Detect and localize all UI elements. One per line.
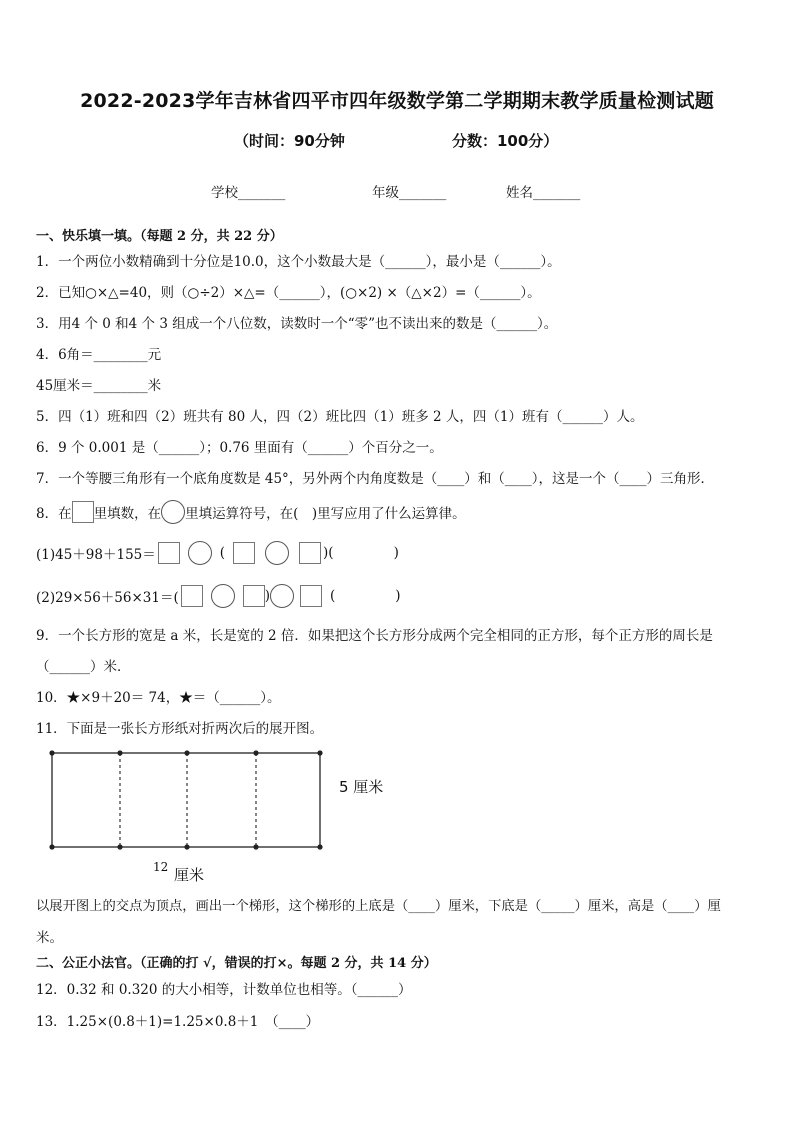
operator-circle[interactable]	[211, 584, 235, 608]
question-11-text: 以展开图上的交点为顶点，画出一个梯形，这个梯形的上底是（____）厘米，下底是（_____）厘米，高是（____）厘	[36, 899, 721, 914]
answer-box[interactable]	[243, 585, 265, 607]
unfolded-paper-diagram	[45, 745, 335, 855]
question-8-part1	[36, 541, 399, 565]
exam-score: 分数：100分）	[452, 132, 559, 150]
height-label: 5 厘米	[339, 778, 384, 796]
question-8-part2	[36, 584, 401, 608]
answer-box[interactable]	[181, 585, 203, 607]
question-12: 12．0.32 和 0.320 的大小相等，计数单位也相等。（______）	[36, 982, 412, 998]
question-9: 9．一个长方形的宽是 a 米，长是宽的 2 倍．如果把这个长方形分成两个完全相同的正方形，每个正方形的周长是	[36, 628, 713, 644]
q8-2-open: (	[330, 588, 336, 604]
q8-text-1: 8．在	[36, 506, 72, 522]
answer-box[interactable]	[299, 542, 321, 564]
question-1: 1．一个两位小数精确到十分位是10.0，这个小数最大是（______），最小是（______）。	[36, 254, 561, 270]
question-6: 6．9 个 0.001 是（______）；0.76 里面有（______）个百分之一。	[36, 440, 443, 456]
question-9-answer: （______）米．	[36, 659, 131, 675]
question-5: 5．四（1）班和四（2）班共有 80 人，四（2）班比四（1）班多 2 人，四（1）班有（______）人。	[36, 409, 644, 425]
rectangle-outline	[52, 753, 320, 847]
width-unit: 厘米	[174, 866, 205, 884]
operator-circle[interactable]	[188, 541, 212, 565]
q8-1-paren-close: )(	[323, 545, 334, 561]
grade-field[interactable]: 年级_______	[372, 185, 447, 201]
question-13: 13．1.25×(0.8＋1)=1.25×0.8＋1 （____）	[36, 1014, 320, 1030]
question-11-text-end: 米。	[36, 930, 63, 946]
question-7: 7．一个等腰三角形有一个底角度数是 45°，另外两个内角度数是（____）和（____），这是一个（____）三角形．	[36, 471, 715, 487]
q8-2-paren: )	[264, 588, 271, 604]
q8-1-expression: (1)45＋98＋155＝	[36, 547, 156, 563]
section2-heading: 二、公正小法官。（正确的打 √，错误的打×。每题 2 分，共 14 分）	[36, 956, 437, 971]
q8-text-3: 里填运算符号，在( )里写应用了什么运算律。	[185, 506, 466, 522]
operator-circle	[161, 500, 185, 524]
q8-1-end: )	[393, 545, 399, 561]
answer-box[interactable]	[300, 585, 322, 607]
intersection-points	[49, 750, 322, 849]
exam-title: 2022-2023学年吉林省四平市四年级数学第二学期期末教学质量检测试题	[80, 90, 714, 112]
operator-circle[interactable]	[270, 584, 294, 608]
question-11: 11．下面是一张长方形纸对折两次后的展开图。	[36, 721, 324, 737]
number-box	[72, 501, 94, 523]
name-field[interactable]: 姓名_______	[506, 185, 581, 201]
question-8	[36, 500, 466, 524]
question-2: 2．已知○×△=40，则（○÷2）×△=（______），(○×2) ×（△×2）=（______）。	[36, 285, 541, 301]
width-number: 12	[153, 860, 169, 874]
q8-2-expression: (2)29×56＋56×31＝(	[36, 590, 179, 606]
question-3: 3．用4 个 0 和4 个 3 组成一个八位数，读数时一个“零”也不读出来的数是（______）。	[36, 316, 558, 332]
school-field[interactable]: 学校_______	[211, 185, 286, 201]
question-10: 10．★×9＋20＝ 74，★＝（______）。	[36, 690, 281, 706]
answer-box[interactable]	[233, 542, 255, 564]
answer-box[interactable]	[158, 542, 180, 564]
q8-text-2: 里填数，在	[93, 506, 162, 522]
operator-circle[interactable]	[265, 541, 289, 565]
section1-heading: 一、快乐填一填。（每题 2 分，共 22 分）	[36, 229, 283, 244]
q8-2-end: )	[395, 588, 401, 604]
q8-1-paren-open: (	[219, 545, 226, 561]
question-4b: 45厘米＝________米	[36, 378, 162, 394]
question-4a: 4．6角＝________元	[36, 347, 162, 363]
exam-time: （时间：90分钟	[234, 132, 345, 150]
